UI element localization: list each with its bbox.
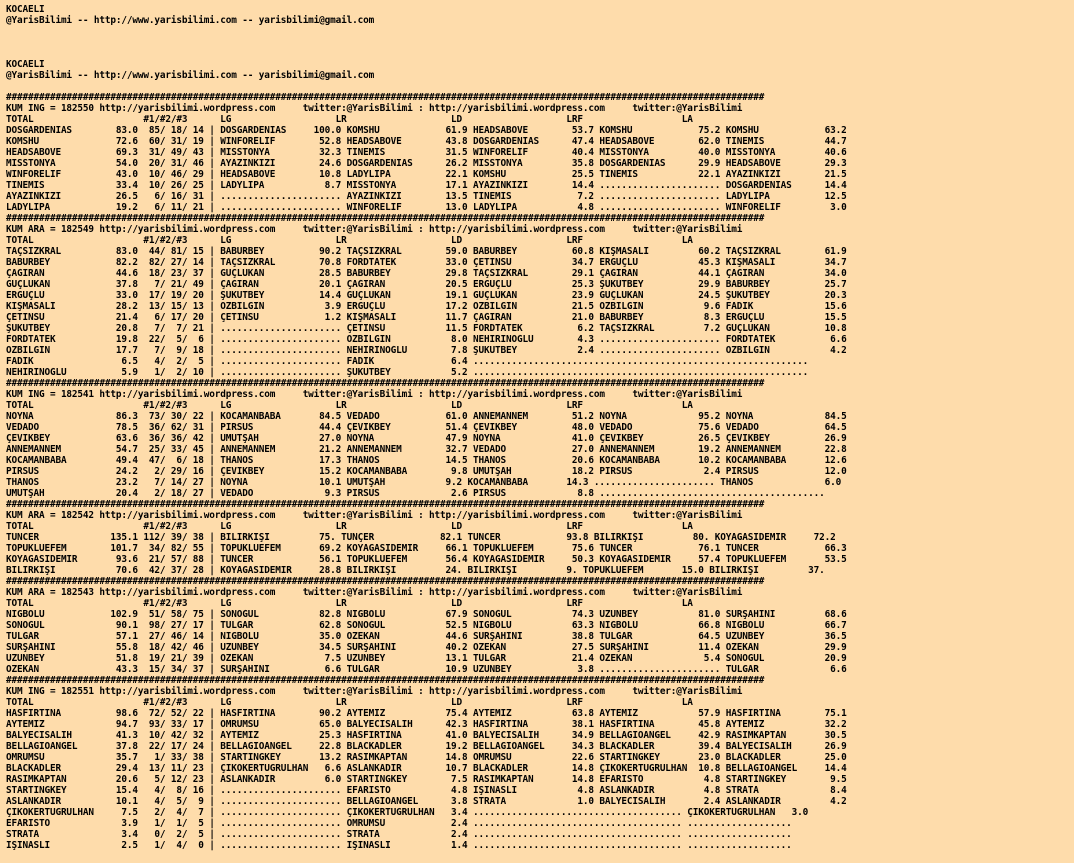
table-line: HASFIRTINA 98.6 72/ 52/ 22 | HASFIRTINA 90.2 AYTEMİZ 75.4 AYTEMİZ 63.8 AYTEMİZ 57.9 HASFIRTINA 75.1: [6, 708, 847, 719]
header-city: KOCAELI: [6, 4, 45, 15]
race-header-line: KUM ARA = 182542 http://yarisbilimi.wordpress.com twitter:@YarisBilimi : http://yarisbilimi.wordpress.com twitter:@YarisBilimi: [6, 510, 743, 521]
table-line: STARTINGKEY 15.4 4/ 8/ 16 | ...................... EFARİSTO 4.8 İŞİNASLI 4.8 ASLANKADİR 4.8 STRATA 8.4: [6, 785, 847, 796]
table-line: İŞİNASLI 2.5 1/ 4/ 0 | ...................... İŞİNASLI 1.4 ...................................... ...................: [6, 840, 792, 851]
table-line: HEADSABOVE 69.3 31/ 49/ 43 | MISSTONYA 32.3 TINEMIS 31.5 WINFORELIF 40.4 MISSTONYA 40.0 MISSTONYA 40.6: [6, 147, 847, 158]
table-line: KOYAGASIDEMİR 93.6 21/ 57/ 88 | TUNCER 56.1 TOPUKLUEFEM 56.4 KOYAGASIDEMİR 50.3 KOYAGASIDEMİR 57.4 TOPUKLUEFEM 53.5: [6, 554, 847, 565]
table-line: NIGBOLU 102.9 51/ 58/ 75 | SONOĞUL 82.8 NIGBOLU 67.9 SONOĞUL 74.3 UZUNBEY 81.0 SURŞAHİNİ 68.6: [6, 609, 847, 620]
table-line: AYAZINKIZI 26.5 6/ 16/ 31 | ...................... AYAZINKIZI 13.5 TINEMIS 7.2 ...................... LADYLIPA 12.5: [6, 191, 847, 202]
separator-line: ##########################################################################################################################################: [6, 92, 765, 103]
blank-line: [6, 81, 1074, 92]
table-line: ÖZBİLGİN 17.7 7/ 9/ 18 | ...................... NEHİRİNOĞLU 7.8 ŞUKUTBEY 2.4 ...................... ÖZBİLGİN 4.2: [6, 345, 847, 356]
table-line: FORDTATEK 19.8 22/ 5/ 6 | ...................... ÖZBİLGİN 8.0 NEHİRİNOĞLU 4.3 ...................... FORDTATEK 6.6: [6, 334, 847, 345]
table-line: OMRUMSU 35.7 1/ 33/ 38 | STARTINGKEY 13.2 RASIMKAPTAN 14.8 OMRUMSU 22.6 STARTINGKEY 23.0 BLACKADLER 25.0: [6, 752, 847, 763]
table-line: MISSTONYA 54.0 20/ 31/ 46 | AYAZINKIZI 24.6 DOSGARDENIAS 26.2 MISSTONYA 35.8 DOSGARDENIAS 29.9 HEADSABOVE 29.3: [6, 158, 847, 169]
table-line: NEHİRİNOĞLU 5.9 1/ 2/ 10 | ...................... ŞUKUTBEY 5.2 .............................................................: [6, 367, 809, 378]
race-tables: [6, 92, 1074, 851]
header-city: KOCAELI: [6, 59, 45, 70]
separator-line: ##########################################################################################################################################: [6, 675, 765, 686]
table-line: TOPUKLUEFEM 101.7 34/ 82/ 55 | TOPUKLUEFEM 69.2 KOYAGASIDEMİR 66.1 TOPUKLUEFEM 75.6 TUNCER 76.1 TUNCER 66.3: [6, 543, 847, 554]
table-line: ÖZEKAN 43.3 15/ 34/ 37 | SURŞAHİNİ 6.6 TULGAR 10.9 UZUNBEY 3.8 ...................... TULGAR 6.6: [6, 664, 847, 675]
table-line: TOTAL #1/#2/#3 LG LR LD LRF LA: [6, 400, 693, 411]
table-line: TUNCER 135.1 112/ 39/ 38 | BİLİRKİŞİ 75. TUNÇER 82.1 TUNCER 93.8 BİLİRKİŞİ 80. KOYAGASIDEMİR 72.2: [6, 532, 836, 543]
table-line: RASIMKAPTAN 20.6 5/ 12/ 23 | ASLANKADİR 6.0 STARTINGKEY 7.5 RASIMKAPTAN 14.8 EFARİSTO 4.8 STARTINGKEY 9.5: [6, 774, 847, 785]
table-line: ÇETİNSU 21.4 6/ 17/ 20 | ÇETİNSU 1.2 KIŞMASALI 11.7 ÇAĞIRAN 21.0 BABÜRBEY 8.3 ERGÜÇLÜ 15.5: [6, 312, 847, 323]
table-line: BİLİRKİŞİ 70.6 42/ 37/ 28 | KOYAGASIDEMİR 28.8 BİLİRKİŞİ 24. BİLİRKİŞİ 9. TOPUKLUEFEM 15.0 BİLİRKİŞİ 37.: [6, 565, 825, 576]
table-line: ÇIKOKERTUGRULHAN 7.5 2/ 4/ 7 | ...................... ÇIKOKERTUGRULHAN 3.4 ...................................... ÇIKOKERTUGRULHAN 3.0: [6, 807, 809, 818]
table-line: DOSGARDENIAS 83.0 85/ 18/ 14 | DOSGARDENIAS 100.0 KOMSHU 61.9 HEADSABOVE 53.7 KOMSHU 75.2 KOMSHU 63.2: [6, 125, 847, 136]
table-line: TAÇSIZKRAL 83.0 44/ 81/ 15 | BABÜRBEY 90.2 TAÇSIZKRAL 59.0 BABÜRBEY 60.8 KIŞMASALI 60.2 TAÇSIZKRAL 61.9: [6, 246, 847, 257]
separator-line: ##########################################################################################################################################: [6, 499, 765, 510]
separator-line: ##########################################################################################################################################: [6, 378, 765, 389]
table-line: TOTAL #1/#2/#3 LG LR LD LRF LA: [6, 697, 693, 708]
table-line: PİRSUS 24.2 2/ 29/ 16 | ÇEVİKBEY 15.2 KOCAMANBABA 9.8 UMUTŞAH 18.2 PİRSUS 2.4 PİRSUS 12.0: [6, 466, 847, 477]
blank-line: [6, 26, 1074, 37]
table-line: BELLAGIOANGEL 37.8 22/ 17/ 24 | BELLAGIOANGEL 22.8 BLACKADLER 19.2 BELLAGIOANGEL 34.3 BLACKADLER 39.4 BALYECİSALİH 26.9: [6, 741, 847, 752]
table-line: NOYNA 86.3 73/ 30/ 22 | KOCAMANBABA 84.5 VEDADO 61.0 ANNEMANNEM 51.2 NOYNA 95.2 NOYNA 84.5: [6, 411, 847, 422]
table-line: STRATA 3.4 0/ 2/ 5 | ...................... STRATA 2.4 ...................................... ...................: [6, 829, 792, 840]
table-line: WINFORELIF 43.0 10/ 46/ 29 | HEADSABOVE 10.8 LADYLIPA 22.1 KOMSHU 25.5 TINEMIS 22.1 AYAZINKIZI 21.5: [6, 169, 847, 180]
table-line: TOTAL #1/#2/#3 LG LR LD LRF LA: [6, 114, 693, 125]
table-line: TOTAL #1/#2/#3 LG LR LD LRF LA: [6, 521, 693, 532]
separator-line: ##########################################################################################################################################: [6, 213, 765, 224]
race-header-line: KUM ING = 182551 http://yarisbilimi.wordpress.com twitter:@YarisBilimi : http://yarisbilimi.wordpress.com twitter:@YarisBilimi: [6, 686, 743, 697]
table-line: ERGÜÇLÜ 33.0 17/ 19/ 20 | ŞUKUTBEY 14.4 GÜÇLÜKAN 19.1 GÜÇLÜKAN 23.9 GÜÇLÜKAN 24.5 ŞUKUTBEY 20.3: [6, 290, 847, 301]
blank-line: [6, 48, 1074, 59]
table-line: TULGAR 57.1 27/ 46/ 14 | NIGBOLU 35.0 ÖZEKAN 44.6 SURŞAHİNİ 38.8 TULGAR 64.5 UZUNBEY 36.5: [6, 631, 847, 642]
table-line: TINEMIS 33.4 10/ 26/ 25 | LADYLIPA 8.7 MISSTONYA 17.1 AYAZINKIZI 14.4 ...................... DOSGARDENIAS 14.4: [6, 180, 847, 191]
table-line: FADİK 6.5 4/ 2/ 5 | ...................... FADİK 6.4 .............................................................: [6, 356, 809, 367]
table-line: ASLANKADİR 10.1 4/ 5/ 9 | ...................... BELLAGIOANGEL 3.8 STRATA 1.0 BALYECİSALİH 2.4 ASLANKADİR 4.2: [6, 796, 847, 807]
table-line: BALYECİSALİH 41.3 10/ 42/ 32 | AYTEMİZ 25.3 HASFIRTINA 41.0 BALYECİSALİH 34.9 BELLAGIOANGEL 42.9 RASIMKAPTAN 30.5: [6, 730, 847, 741]
table-line: GÜÇLÜKAN 37.8 7/ 21/ 49 | ÇAĞIRAN 20.1 ÇAĞIRAN 20.5 ERGÜÇLÜ 25.3 ŞUKUTBEY 29.9 BABÜRBEY 25.7: [6, 279, 847, 290]
table-line: TOTAL #1/#2/#3 LG LR LD LRF LA: [6, 598, 693, 609]
table-line: UZUNBEY 51.8 19/ 21/ 39 | ÖZEKAN 7.5 UZUNBEY 13.1 TULGAR 21.4 ÖZEKAN 5.4 SONOGUL 20.9: [6, 653, 847, 664]
race-header-line: KUM ING = 182541 http://yarisbilimi.wordpress.com twitter:@YarisBilimi : http://yarisbilimi.wordpress.com twitter:@YarisBilimi: [6, 389, 743, 400]
race-header-line: KUM ING = 182550 http://yarisbilimi.wordpress.com twitter:@YarisBilimi : http://yarisbilimi.wordpress.com twitter:@YarisBilimi: [6, 103, 743, 114]
table-line: KOCAMANBABA 49.4 47/ 6/ 18 | THANOS 17.3 THANOS 14.5 THANOS 20.6 KOCAMANBABA 10.2 KOCAMANBABA 12.6: [6, 455, 847, 466]
header-contact: @YarisBilimi -- http://www.yarisbilimi.com -- yarisbilimi@gmail.com: [6, 70, 375, 81]
table-line: KOMSHU 72.6 60/ 31/ 19 | WINFORELIF 52.8 HEADSABOVE 43.8 DOSGARDENIAS 47.4 HEADSABOVE 62.0 TINEMIS 44.7: [6, 136, 847, 147]
race-header-line: KUM ARA = 182549 http://yarisbilimi.wordpress.com twitter:@YarisBilimi : http://yarisbilimi.wordpress.com twitter:@YarisBilimi: [6, 224, 743, 235]
table-line: SURŞAHİNİ 55.8 18/ 42/ 46 | UZUNBEY 34.5 SURŞAHİNİ 40.2 ÖZEKAN 27.5 SURŞAHİNİ 11.4 ÖZEKAN 29.9: [6, 642, 847, 653]
table-line: SONOĞUL 90.1 98/ 27/ 17 | TULGAR 62.8 SONOĞUL 52.5 NIGBOLU 63.3 NIGBOLU 66.8 NIGBOLU 66.7: [6, 620, 847, 631]
table-line: ÇEVİKBEY 63.6 36/ 36/ 42 | UMUTŞAH 27.0 NOYNA 47.9 NOYNA 41.0 ÇEVİKBEY 26.5 ÇEVİKBEY 26.9: [6, 433, 847, 444]
table-line: KIŞMASALI 28.2 13/ 15/ 13 | ÖZBİLGİN 3.9 ERGÜÇLÜ 17.2 ÖZBİLGİN 21.5 ÖZBİLGİN 9.6 FADİK 15.6: [6, 301, 847, 312]
table-line: UMUTŞAH 20.4 2/ 18/ 27 | VEDADO 9.3 PİRSUS 2.6 PİRSUS 8.8 .........................................: [6, 488, 825, 499]
table-line: TOTAL #1/#2/#3 LG LR LD LRF LA: [6, 235, 693, 246]
table-line: EFARİSTO 3.9 1/ 1/ 5 | ...................... OMRUMSU 2.4 ...................................... ...................: [6, 818, 792, 829]
table-line: BABÜRBEY 82.2 82/ 27/ 14 | TAÇSIZKRAL 70.8 FORDTATEK 33.0 ÇETİNSU 34.7 ERGÜÇLÜ 45.3 KIŞMASALI 34.7: [6, 257, 847, 268]
blank-line: [6, 37, 1074, 48]
race-header-line: KUM ARA = 182543 http://yarisbilimi.wordpress.com twitter:@YarisBilimi : http://yarisbilimi.wordpress.com twitter:@YarisBilimi: [6, 587, 743, 598]
table-line: ÇAĞIRAN 44.6 18/ 23/ 37 | GÜÇLÜKAN 28.5 BABÜRBEY 29.8 TAÇSIZKRAL 29.1 ÇAĞIRAN 44.1 ÇAĞIRAN 34.0: [6, 268, 847, 279]
table-line: THANOS 23.2 7/ 14/ 27 | NOYNA 10.1 UMUTŞAH 9.2 KOCAMANBABA 14.3 ...................... THANOS 6.0: [6, 477, 842, 488]
table-line: LADYLIPA 19.2 6/ 11/ 21 | ...................... WINFORELIF 13.0 LADYLIPA 4.8 ...................... WINFORELIF 3.0: [6, 202, 847, 213]
table-line: VEDADO 78.5 36/ 62/ 31 | PİRSUS 44.4 ÇEVİKBEY 51.4 ÇEVİKBEY 48.0 VEDADO 75.6 VEDADO 64.5: [6, 422, 847, 433]
table-line: ANNEMANNEM 54.7 25/ 33/ 45 | ANNEMANNEM 21.2 ANNEMANNEM 32.7 VEDADO 27.0 ANNEMANNEM 19.2 ANNEMANNEM 22.8: [6, 444, 847, 455]
table-line: AYTEMİZ 94.7 93/ 33/ 17 | OMRUMSU 65.0 BALYECİSALİH 42.3 HASFIRTINA 38.1 HASFIRTINA 45.8 AYTEMİZ 32.2: [6, 719, 847, 730]
header-contact: @YarisBilimi -- http://www.yarisbilimi.com -- yarisbilimi@gmail.com: [6, 15, 375, 26]
table-line: BLACKADLER 29.4 13/ 11/ 23 | ÇIKOKERTUGRULHAN 6.6 ASLANKADİR 10.7 BLACKADLER 14.8 ÇIKOKERTUGRULHAN 10.8 BELLAGIOANGEL 14.4: [6, 763, 847, 774]
separator-line: ##########################################################################################################################################: [6, 576, 765, 587]
table-line: ŞUKUTBEY 20.8 7/ 7/ 21 | ...................... ÇETİNSU 11.5 FORDTATEK 6.2 TAÇSIZKRAL 7.2 GÜÇLÜKAN 10.8: [6, 323, 847, 334]
